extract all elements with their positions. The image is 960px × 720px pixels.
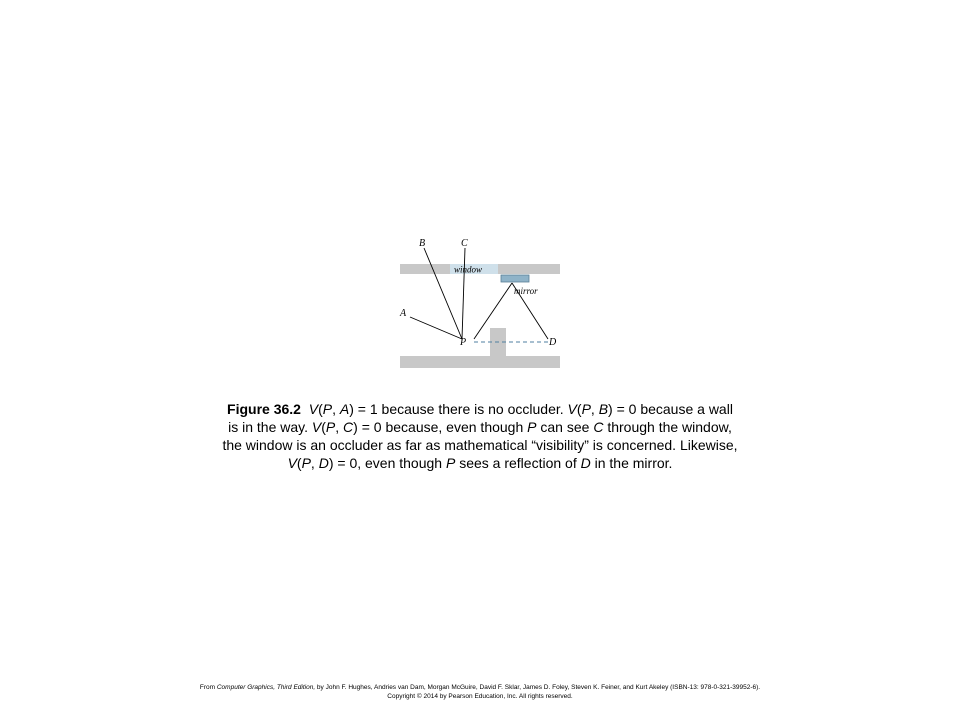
caption-text-run: ( xyxy=(321,419,326,435)
caption-italic-run: V xyxy=(308,401,319,417)
caption-text-run: ( xyxy=(296,455,302,471)
mirror-plate xyxy=(501,275,529,282)
floor-wall xyxy=(400,356,560,368)
caption-text-run: ( xyxy=(318,401,323,417)
credit-authors: by John F. Hughes, Andries van Dam, Morgan McGuire, David F. Sklar, James D. Foley, Steven K. Feiner, and Kurt Akeley (ISBN-13: 978-0-321-39952-6). xyxy=(315,684,761,691)
caption-text-run: , xyxy=(590,401,599,417)
caption-gap xyxy=(301,401,309,417)
caption-italic-run: D xyxy=(580,455,591,471)
label-b: B xyxy=(419,238,426,249)
caption-italic-run: V xyxy=(567,401,577,417)
credit-line-2: Copyright © 2014 by Pearson Education, Inc. All rights reserved. xyxy=(387,693,573,700)
figure-caption xyxy=(150,400,810,472)
caption-italic-run: P xyxy=(445,455,456,471)
caption-italic-run: C xyxy=(343,419,354,435)
label-c: C xyxy=(461,238,468,249)
label-mirror: mirror xyxy=(514,286,538,296)
caption-text-run: is in the way. xyxy=(228,419,312,435)
caption-italic-run: P xyxy=(581,401,591,417)
caption-line-4 xyxy=(150,454,810,472)
label-d: D xyxy=(549,337,557,348)
caption-italic-run: V xyxy=(287,455,297,471)
credit-line-1 xyxy=(40,683,920,692)
caption-text-run: in the mirror. xyxy=(590,455,673,471)
caption-italic-run: P xyxy=(325,419,336,435)
book-title: Computer Graphics, Third Edition, xyxy=(216,684,316,691)
ray-p-to-c xyxy=(462,248,465,339)
caption-italic-run: C xyxy=(593,419,604,435)
caption-line-2 xyxy=(150,418,810,436)
caption-italic-run: P xyxy=(301,455,311,471)
caption-italic-run: P xyxy=(322,401,333,417)
caption-italic-run: A xyxy=(339,401,350,417)
source-credit xyxy=(40,683,920,701)
figure-number: Figure 36.2 xyxy=(227,401,301,417)
caption-italic-run: P xyxy=(527,419,537,435)
caption-text-run: ) = 0, even though xyxy=(328,455,446,471)
visibility-diagram xyxy=(390,228,570,378)
caption-text-run: , xyxy=(310,455,319,471)
caption-text-run: sees a reflection of xyxy=(455,455,581,471)
label-p: P xyxy=(460,337,467,348)
caption-text-run: through the window, xyxy=(603,419,732,435)
caption-italic-run: B xyxy=(598,401,609,417)
caption-italic-run: D xyxy=(318,455,329,471)
label-a: A xyxy=(400,308,407,319)
label-window: window xyxy=(454,264,483,275)
caption-text-run: , xyxy=(332,401,340,417)
caption-text-run: can see xyxy=(536,419,594,435)
caption-italic-run: V xyxy=(311,419,322,435)
caption-text-run: ) = 0 because a wall xyxy=(608,401,733,417)
credit-prefix: From xyxy=(199,684,217,691)
caption-text-run: , xyxy=(335,419,344,435)
caption-line-3: the window is an occluder as far as mathematical “visibility” is concerned. Likewise, xyxy=(222,437,738,453)
caption-text-run: ) = 1 because there is no occluder. xyxy=(349,401,568,417)
caption-text-run: ) = 0 because, even though xyxy=(353,419,528,435)
caption-line-1-body xyxy=(309,401,733,417)
caption-line-1 xyxy=(150,400,810,418)
caption-text-run: ( xyxy=(576,401,582,417)
